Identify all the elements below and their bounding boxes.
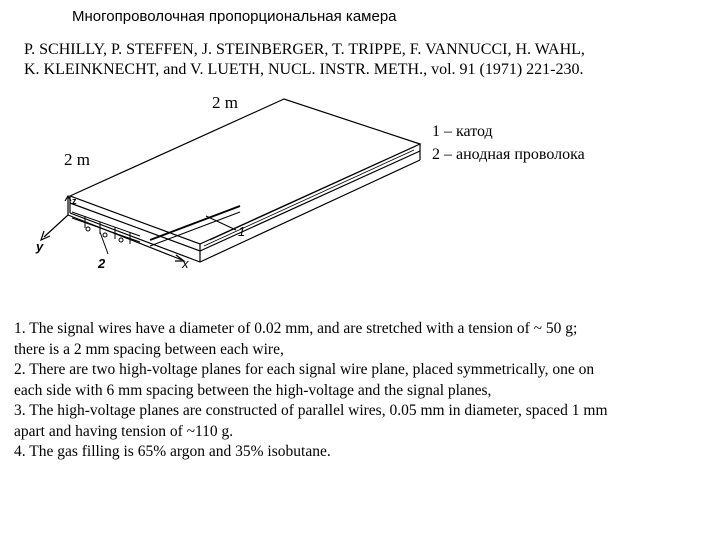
dimension-top-label: 2 m bbox=[212, 93, 238, 112]
note-line: 2. There are two high-voltage planes for each signal wire plane, placed symmetrically, one on bbox=[14, 361, 595, 378]
note-line: there is a 2 mm spacing between each wire, bbox=[14, 340, 284, 358]
legend-cathode: 1 – катод bbox=[432, 123, 493, 140]
note-line: 1. The signal wires have a diameter of 0.02 mm, and are stretched with a tension of ~ 50 g; bbox=[14, 320, 578, 337]
note-line: 3. The high-voltage planes are constructed of parallel wires, 0.05 mm in diameter, spaced 1 mm bbox=[14, 402, 608, 419]
note-line: 4. The gas filling is 65% argon and 35% isobutane. bbox=[14, 443, 331, 460]
axis-z-label: z bbox=[72, 196, 77, 206]
cathode-rod bbox=[150, 206, 240, 240]
axis-x-label: x bbox=[182, 256, 189, 271]
callout-1-label: 1 bbox=[238, 224, 246, 239]
legend-anode-wire: 2 – анодная проволока bbox=[432, 146, 585, 163]
note-line: each side with 6 mm spacing between the high-voltage and the signal planes, bbox=[14, 381, 492, 399]
citation-line-2: K. KLEINKNECHT, and V. LUETH, NUCL. INSTR. METH., vol. 91 (1971) 221-230. bbox=[24, 61, 584, 78]
note-line: apart and having tension of ~110 g. bbox=[14, 422, 234, 440]
diagram-legend bbox=[432, 120, 585, 166]
chamber-notes bbox=[14, 319, 714, 463]
slide-title: Многопроволочная пропорциональная камера bbox=[72, 8, 397, 25]
dimension-left-label: 2 m bbox=[64, 150, 90, 169]
callout-2-label: 2 bbox=[98, 256, 106, 271]
axis-y-label: y bbox=[36, 239, 44, 254]
citation-line-1: P. SCHILLY, P. STEFFEN, J. STEINBERGER, T. TRIPPE, F. VANNUCCI, H. WAHL, bbox=[24, 41, 585, 58]
